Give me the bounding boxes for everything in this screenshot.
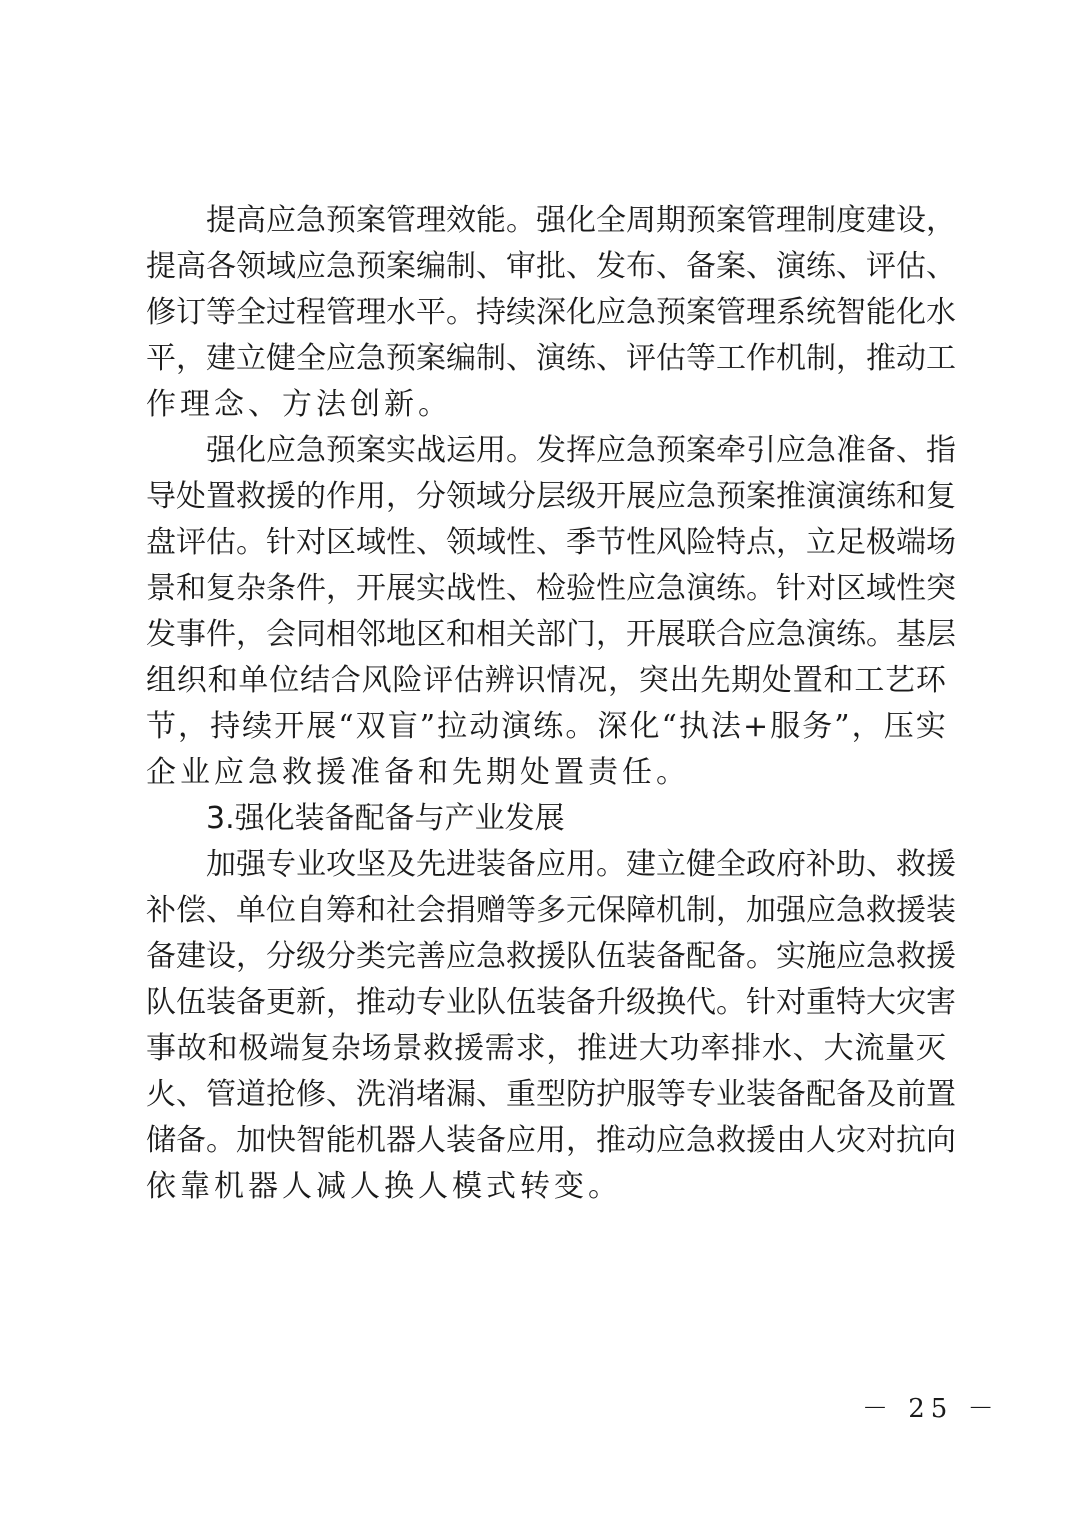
page-number: － 25 － xyxy=(862,1394,1000,1424)
section-heading: 3.强化装备配备与产业发展 xyxy=(206,801,565,836)
text-line: 盘 评 估 。 针 对 区 域 性 、 领 域 性 、 季 节 性 风 险 特 点 ， 立 足 极 端 场 xyxy=(146,525,956,560)
text-line: 平 ， 建 立 健 全 应 急 预 案 编 制 、 演 练 、 评 估 等 工 作 机 制 ， 推 动 工 xyxy=(146,341,956,376)
paragraph xyxy=(146,428,956,796)
text-line: 火 、 管 道 抢 修 、 洗 消 堵 漏 、 重 型 防 护 服 等 专 业 装 备 配 备 及 前 置 xyxy=(146,1077,956,1112)
text-line: 备 建 设 ， 分 级 分 类 完 善 应 急 救 援 队 伍 装 备 配 备 。 实 施 应 急 救 援 xyxy=(146,939,956,974)
text-line: 节 ， 持 续 开 展 “ 双 盲 ” 拉 动 演 练 。 深 化 “ 执 法 + 服 务 ” ， 压 实 xyxy=(146,709,946,744)
text-line: 导 处 置 救 援 的 作 用 ， 分 领 域 分 层 级 开 展 应 急 预 案 推 演 演 练 和 复 xyxy=(146,479,956,514)
text-line: 提 高 应 急 预 案 管 理 效 能 。 强 化 全 周 期 预 案 管 理 制 度 建 设 ， xyxy=(206,203,956,238)
paragraph xyxy=(146,198,956,428)
text-line: 景 和 复 杂 条 件 ， 开 展 实 战 性 、 检 验 性 应 急 演 练 。 针 对 区 域 性 突 xyxy=(146,571,956,606)
text-line: 事 故 和 极 端 复 杂 场 景 救 援 需 求 ， 推 进 大 功 率 排 水 、 大 流 量 灭 xyxy=(146,1031,946,1066)
text-line: 储 备 。 加 快 智 能 机 器 人 装 备 应 用 ， 推 动 应 急 救 援 由 人 灾 对 抗 向 xyxy=(146,1123,956,1158)
text-line: 强 化 应 急 预 案 实 战 运 用 。 发 挥 应 急 预 案 牵 引 应 急 准 备 、 指 xyxy=(206,433,956,468)
document-body xyxy=(146,198,956,1210)
text-line: 组 织 和 单 位 结 合 风 险 评 估 辨 识 情 况 ， 突 出 先 期 处 置 和 工 艺 环 xyxy=(146,663,946,698)
text-line: 修 订 等 全 过 程 管 理 水 平 。 持 续 深 化 应 急 预 案 管 理 系 统 智 能 化 水 xyxy=(146,295,956,330)
paragraph xyxy=(146,842,956,1210)
text-line: 发 事 件 ， 会 同 相 邻 地 区 和 相 关 部 门 ， 开 展 联 合 应 急 演 练 。 基 层 xyxy=(146,617,956,652)
text-line: 加 强 专 业 攻 坚 及 先 进 装 备 应 用 。 建 立 健 全 政 府 补 助 、 救 援 xyxy=(206,847,956,882)
text-line: 提 高 各 领 域 应 急 预 案 编 制 、 审 批 、 发 布 、 备 案 、 演 练 、 评 估 、 xyxy=(146,249,956,284)
text-line: 企业应急救援准备和先期处置责任。 xyxy=(146,755,690,790)
text-line: 依靠机器人减人换人模式转变。 xyxy=(146,1169,622,1204)
text-line: 补 偿 、 单 位 自 筹 和 社 会 捐 赠 等 多 元 保 障 机 制 ， 加 强 应 急 救 援 装 xyxy=(146,893,956,928)
text-line: 作理念、方法创新。 xyxy=(146,387,452,422)
text-line: 队 伍 装 备 更 新 ， 推 动 专 业 队 伍 装 备 升 级 换 代 。 针 对 重 特 大 灾 害 xyxy=(146,985,956,1020)
